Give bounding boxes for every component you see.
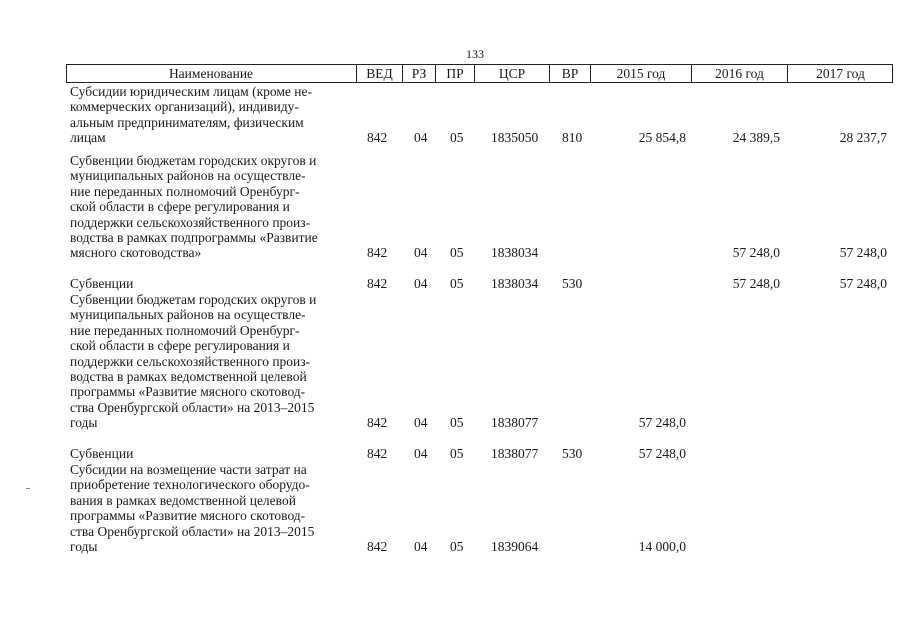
cell-pr: 05 [450, 446, 464, 461]
row-name-line: муниципальных районов на осуществле- [70, 307, 306, 323]
row-name [70, 292, 355, 431]
cell-ved: 842 [367, 539, 388, 554]
cell-ved: 842 [367, 415, 388, 431]
table-row [0, 292, 905, 431]
cell-rz: 04 [414, 415, 428, 431]
row-name [70, 84, 355, 146]
cell-pr: 05 [450, 130, 464, 146]
cell-2016: 57 248,0 [732, 245, 780, 261]
row-name-line: Субсидии юридическим лицам (кроме не- [70, 84, 312, 99]
header-vr: ВР [549, 65, 590, 82]
page-number: 133 [466, 47, 484, 61]
cell-2015: 25 854,8 [638, 130, 686, 146]
row-name-line: ние переданных полномочий Оренбург- [70, 322, 300, 338]
row-name-line: поддержки сельскохозяйственного произ- [70, 353, 311, 369]
cell-vr: 530 [562, 276, 583, 291]
cell-ved: 842 [367, 245, 388, 261]
header-rz: РЗ [402, 65, 435, 82]
cell-csr: 1835050 [491, 130, 539, 146]
cell-ved: 842 [367, 276, 388, 291]
row-name [70, 276, 355, 291]
header-csr: ЦСР [474, 65, 549, 82]
row-name-line: ние переданных полномочий Оренбург- [70, 183, 300, 199]
header-name: Наименование [168, 66, 254, 81]
cell-csr: 1838034 [491, 276, 539, 291]
row-name [70, 153, 355, 261]
row-name-line: ской области в сфере регулирования и [70, 199, 290, 215]
row-name-line: программы «Развитие мясного скотовод- [70, 508, 306, 524]
table-row [0, 276, 905, 291]
cell-pr: 05 [450, 276, 464, 291]
header-2017: 2017 год [787, 65, 893, 82]
row-name-line: Субвенции бюджетам городских округов и [70, 153, 317, 168]
cell-2017: 57 248,0 [839, 245, 887, 261]
table-header [66, 64, 893, 83]
row-name-line: лицам [70, 130, 106, 146]
cell-2015: 14 000,0 [638, 539, 686, 554]
row-name-line: годы [70, 539, 98, 555]
cell-rz: 04 [414, 245, 428, 261]
cell-csr: 1838077 [491, 446, 539, 461]
table-row [0, 446, 905, 461]
cell-pr: 05 [450, 539, 464, 554]
cell-2017: 28 237,7 [839, 130, 887, 146]
row-name-line: коммерческих организаций), индивиду- [70, 99, 299, 115]
row-name-line: приобретение технологического оборудо- [70, 477, 310, 493]
row-name [70, 462, 355, 554]
cell-2015: 57 248,0 [638, 446, 686, 461]
cell-2016: 24 389,5 [732, 130, 780, 146]
cell-csr: 1838077 [491, 415, 539, 431]
cell-2015: 57 248,0 [638, 415, 686, 431]
row-name-line: вания в рамках ведомственной целевой [70, 492, 296, 508]
cell-2016: 57 248,0 [732, 276, 780, 291]
table-row [0, 84, 905, 146]
header-ved: ВЕД [356, 65, 402, 82]
row-name [70, 446, 355, 461]
table-row [0, 153, 905, 261]
row-name-line: водства в рамках ведомственной целевой [70, 369, 307, 385]
row-name-line: программы «Развитие мясного скотовод- [70, 384, 306, 400]
cell-pr: 05 [450, 415, 464, 431]
cell-rz: 04 [414, 539, 428, 554]
row-name-line: Субсидии на возмещение части затрат на [70, 462, 307, 477]
cell-vr: 810 [562, 130, 583, 146]
header-2016: 2016 год [691, 65, 787, 82]
margin-mark [26, 488, 30, 489]
cell-ved: 842 [367, 446, 388, 461]
row-name-line: годы [70, 415, 98, 431]
cell-2017: 57 248,0 [839, 276, 887, 291]
row-name-line: муниципальных районов на осуществле- [70, 168, 306, 184]
row-name-line: Субвенции бюджетам городских округов и [70, 292, 317, 307]
row-name-line: мясного скотоводства» [70, 245, 202, 261]
row-name-line: ства Оренбургской области» на 2013–2015 [70, 523, 315, 539]
cell-ved: 842 [367, 130, 388, 146]
cell-rz: 04 [414, 276, 428, 291]
row-name-line: водства в рамках подпрограммы «Развитие [70, 230, 318, 246]
header-2015: 2015 год [590, 65, 691, 82]
cell-rz: 04 [414, 130, 428, 146]
row-name-line: ской области в сфере регулирования и [70, 338, 290, 354]
cell-vr: 530 [562, 446, 583, 461]
cell-pr: 05 [450, 245, 464, 261]
cell-rz: 04 [414, 446, 428, 461]
row-name-line: ства Оренбургской области» на 2013–2015 [70, 399, 315, 415]
table-row [0, 462, 905, 554]
row-name-line: Субвенции [70, 276, 134, 291]
cell-csr: 1838034 [491, 245, 539, 261]
cell-csr: 1839064 [491, 539, 539, 554]
row-name-line: поддержки сельскохозяйственного произ- [70, 214, 311, 230]
row-name-line: Субвенции [70, 446, 134, 461]
row-name-line: альным предпринимателям, физическим [70, 114, 304, 130]
header-pr: ПР [435, 65, 474, 82]
